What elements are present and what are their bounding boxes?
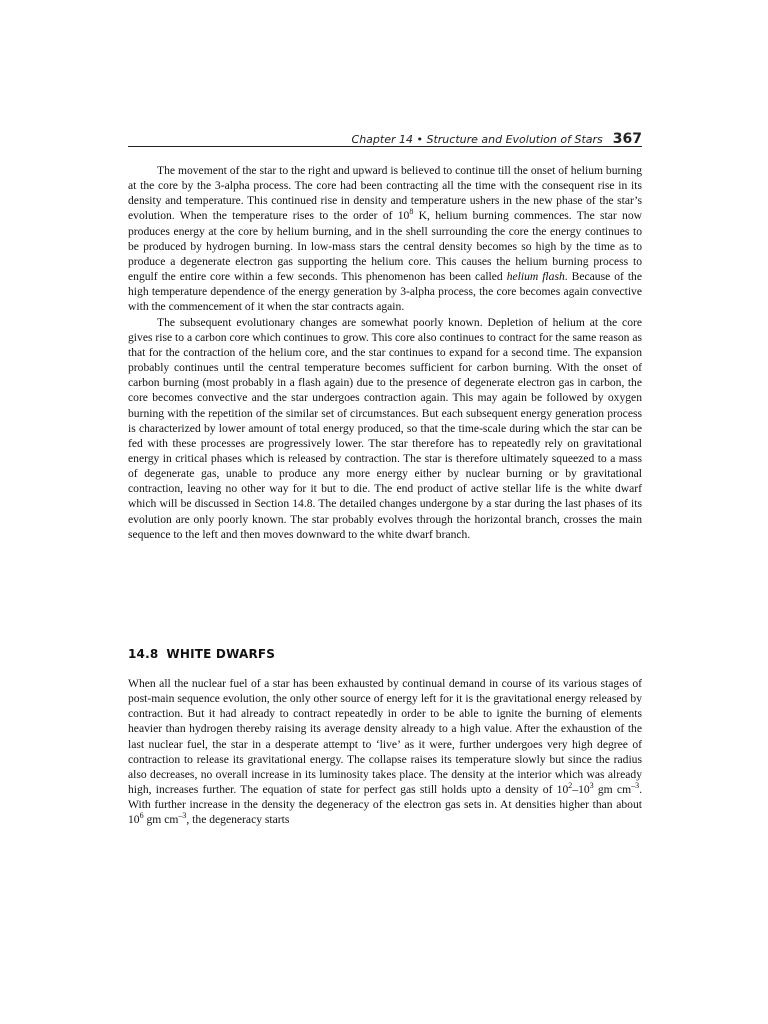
section-number: 14.8 xyxy=(128,647,159,661)
page-number: 367 xyxy=(612,131,642,147)
term-helium-flash: helium flash xyxy=(506,270,565,284)
header-rule xyxy=(128,146,642,147)
paragraph-subsequent-evolution: The subsequent evolutionary changes are somewhat poorly known. Depletion of helium at the core gives rise to a carbon core which continues to grow. This core also continues to contract for the same reason as that for the contraction of the helium core, and the star continues to expand for a second time. The expansion probably continues until the central temperature becomes sufficient for carbon burning. With the onset of carbon burning (most probably in a flash again) due to the presence of degenerate electron gas in carbon, the core becomes convective and the star undergoes contraction again. This may again be followed by oxygen burning with the repetition of the similar set of circumstances. But each subsequent energy generation process is characterized by lower amount of total energy produced, so that the time-scale during which the star can be fed with these processes are progressively lower. The star therefore has to repeatedly rely on gravitational energy in critical phases which is released by contraction. The star is therefore ultimately squeezed to a mass of degenerate gas, unable to produce any more energy either by nuclear burning or by gravitational contraction, leaving no other way for it but to die. The end product of active stellar life is the white dwarf which will be discussed in Section 14.8. The detailed changes undergone by a star during the last phases of its evolution are only poorly known. The star probably evolves through the horizontal branch, crosses the main sequence to the left and then moves downward to the white dwarf branch. xyxy=(128,315,642,541)
text-block-lower xyxy=(128,676,642,828)
section-title: WHITE DWARFS xyxy=(166,647,276,661)
running-header xyxy=(128,128,642,147)
text-block-upper xyxy=(128,163,642,542)
section-heading xyxy=(128,647,275,663)
paragraph-helium-burning: The movement of the star to the right and upward is believed to continue till the onset of helium burning at the core by the 3-alpha process. The core had been contracting all the time with the consequent rise in its density and temperature. This continued rise in density and temperature ushers in the new phase of the star’s evolution. When the temperature rises to the order of $10^8$ K, helium burning commences. The star now produces energy at the core by helium burning, and in the shell surrounding the core the energy continues to be produced by hydrogen burning. In low-mass stars the central density becomes so high by the time as to produce a degenerate electron gas supporting the helium core. This causes the helium burning process to engulf the entire core within a few seconds. This phenomenon has been called helium flash. Because of the high temperature dependence of the energy generation by 3-alpha process, the core becomes again convective with the commencement of it when the star contracts again. xyxy=(128,164,642,314)
chapter-title: Chapter 14 • Structure and Evolution of Stars xyxy=(351,133,603,146)
paragraph-white-dwarfs: When all the nuclear fuel of a star has been exhausted by continual demand in course of its various stages of post-main sequence evolution, the only other source of energy left for it is the gravitational energy released by contraction. But it had already to contract repeatedly in order to be able to ignite the burning of elements heavier than hydrogen thereby raising its average density already to a high value. After the exhaustion of the last nuclear fuel, the star in a desperate attempt to ‘live’ as it were, further undergoes very high degree of contraction to release its gravitational energy. The collapse raises its temperature slowly but since the radius also decreases, no overall increase in its luminosity takes place. The density at the interior which was already high, increases further. The equation of state for perfect gas still holds upto a density of $10^2-10^3$ gm $cm^{-3}$. With further increase in the density the degeneracy of the electron gas sets in. At densities higher than about $10^6$ gm $cm^{-3}$, the degeneracy starts xyxy=(128,677,642,827)
